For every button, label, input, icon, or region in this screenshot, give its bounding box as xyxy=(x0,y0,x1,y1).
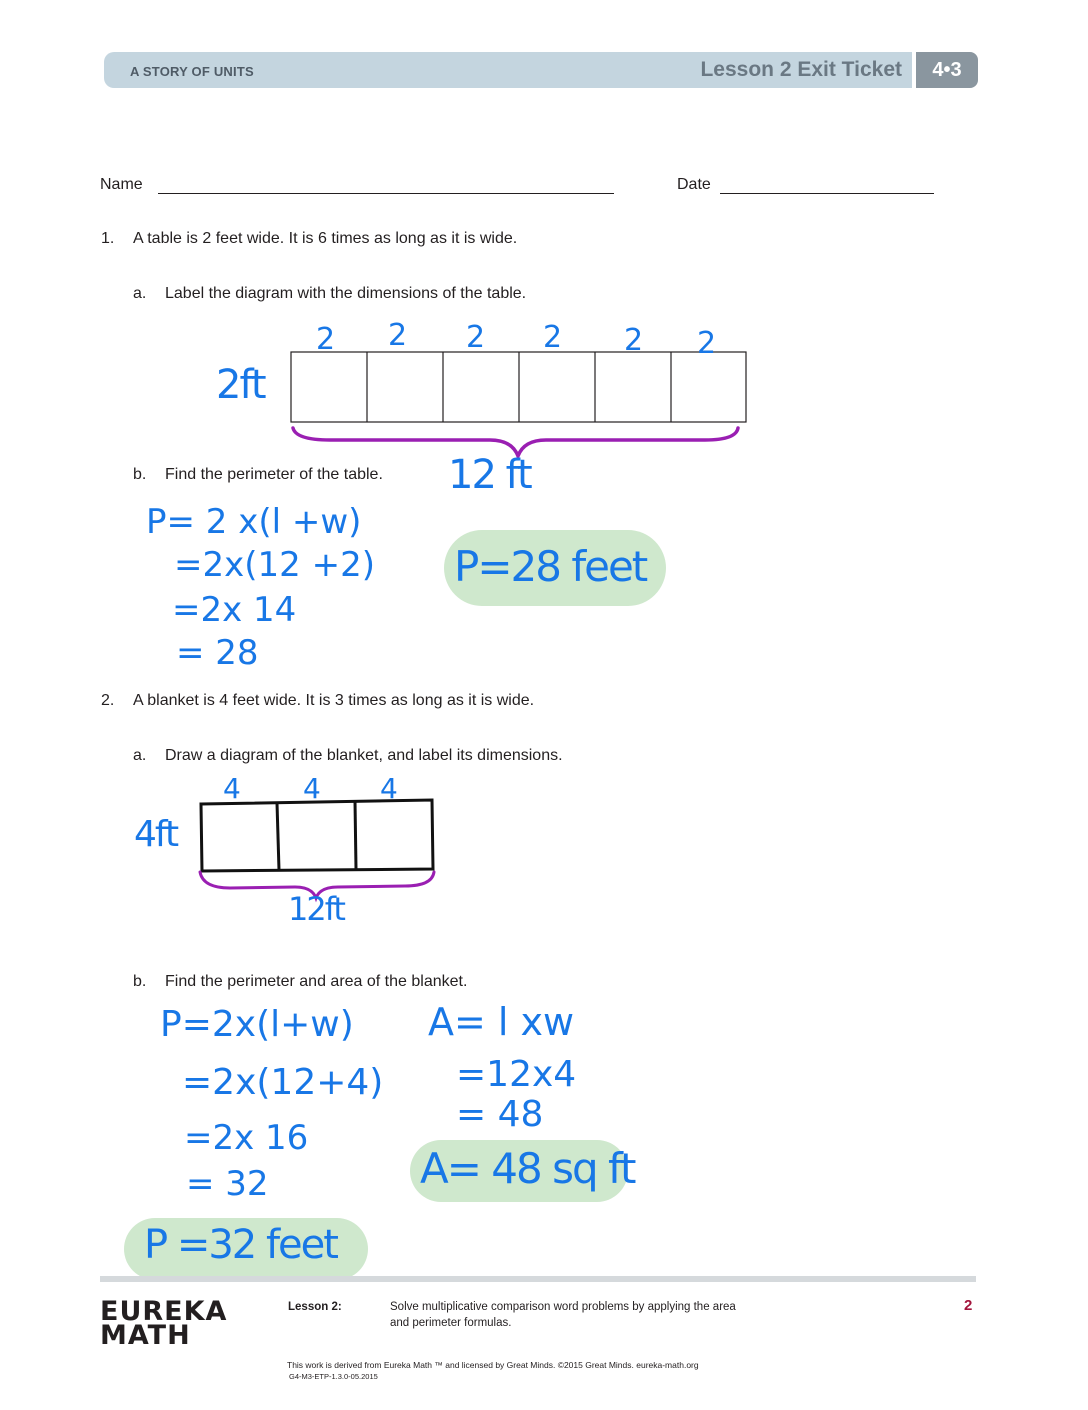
p2-segment-label: 4 xyxy=(303,772,321,805)
lesson-title: Lesson 2 Exit Ticket xyxy=(700,58,902,81)
p1-work-line: =2x(12 +2) xyxy=(174,545,375,585)
page-number: 2 xyxy=(964,1297,973,1314)
logo-line-2: MATH xyxy=(100,1320,191,1351)
blanket-segment-divider xyxy=(277,803,279,870)
document-code: G4-M3-ETP-1.3.0-05.2015 xyxy=(289,1372,378,1381)
p1-answer: P=28 feet xyxy=(454,542,647,591)
footer-lesson-desc-2: and perimeter formulas. xyxy=(390,1317,512,1329)
eureka-math-logo xyxy=(100,1296,228,1351)
p1-segment-label: 2 xyxy=(466,320,486,355)
p2-area-work-line: = 48 xyxy=(456,1094,544,1135)
p2-width-label: 4ft xyxy=(134,814,178,855)
p2-length-label: 12ft xyxy=(288,890,344,928)
date-label: Date xyxy=(677,176,711,193)
problem-1b-label: b. xyxy=(133,466,147,483)
blanket-diagram xyxy=(201,800,433,871)
series-title: A STORY OF UNITS xyxy=(130,64,254,79)
p2-segment-label: 4 xyxy=(223,772,241,805)
table-diagram xyxy=(291,352,746,422)
p2-perimeter-work-line: =2x(12+4) xyxy=(182,1062,384,1103)
problem-1-text: A table is 2 feet wide. It is 6 times as long as it is wide. xyxy=(133,230,518,247)
p1-segment-label: 2 xyxy=(388,318,408,353)
p1-width-label: 2ft xyxy=(216,362,265,408)
blanket-diagram-outline xyxy=(201,800,433,871)
problem-1a-text: Label the diagram with the dimensions of the table. xyxy=(165,285,527,302)
p2-perimeter-work-line: P=2x(l+w) xyxy=(160,1004,354,1045)
p1-work-line: P= 2 x(l +w) xyxy=(146,502,362,542)
blanket-segment-divider xyxy=(355,801,356,869)
license-text: This work is derived from Eureka Math ™ and licensed by Great Minds. ©2015 Great Minds. eureka-math.org xyxy=(287,1360,699,1370)
problem-2a-text: Draw a diagram of the blanket, and label its dimensions. xyxy=(165,747,563,764)
p1-segment-label: 2 xyxy=(316,322,336,357)
p2-perimeter-answer: P =32 feet xyxy=(144,1222,337,1268)
logo-line-1: EUREKA xyxy=(100,1296,228,1327)
problem-2a-label: a. xyxy=(133,747,147,764)
p1-length-label: 12 ft xyxy=(448,452,531,498)
problem-2b-text: Find the perimeter and area of the blanket. xyxy=(165,973,468,990)
p2-perimeter-work-line: =2x 16 xyxy=(184,1118,309,1158)
problem-2-number: 2. xyxy=(101,692,115,709)
problem-2-text: A blanket is 4 feet wide. It is 3 times as long as it is wide. xyxy=(133,692,535,709)
p1-segment-label: 2 xyxy=(543,320,563,355)
p1-work-line: = 28 xyxy=(176,633,259,673)
name-label: Name xyxy=(100,176,143,193)
problem-2b-label: b. xyxy=(133,973,147,990)
p2-area-work-line: =12x4 xyxy=(456,1054,577,1095)
p1-segment-label: 2 xyxy=(624,323,644,358)
grade-module-badge: 4•3 xyxy=(916,52,978,88)
footer-rule xyxy=(100,1276,976,1282)
problem-1a-label: a. xyxy=(133,285,147,302)
footer-lesson-label: Lesson 2: xyxy=(288,1301,342,1313)
p2-segment-label: 4 xyxy=(380,772,398,805)
p1-segment-label: 2 xyxy=(697,326,717,361)
problem-1-number: 1. xyxy=(101,230,115,247)
problem-1b-text: Find the perimeter of the table. xyxy=(165,466,383,483)
p2-area-answer: A= 48 sq ft xyxy=(420,1144,635,1193)
p2-area-work-line: A= l xw xyxy=(428,1000,575,1044)
p2-perimeter-work-line: = 32 xyxy=(186,1164,269,1204)
p1-work-line: =2x 14 xyxy=(172,590,297,630)
footer-lesson-desc-1: Solve multiplicative comparison word problems by applying the area xyxy=(390,1301,736,1313)
